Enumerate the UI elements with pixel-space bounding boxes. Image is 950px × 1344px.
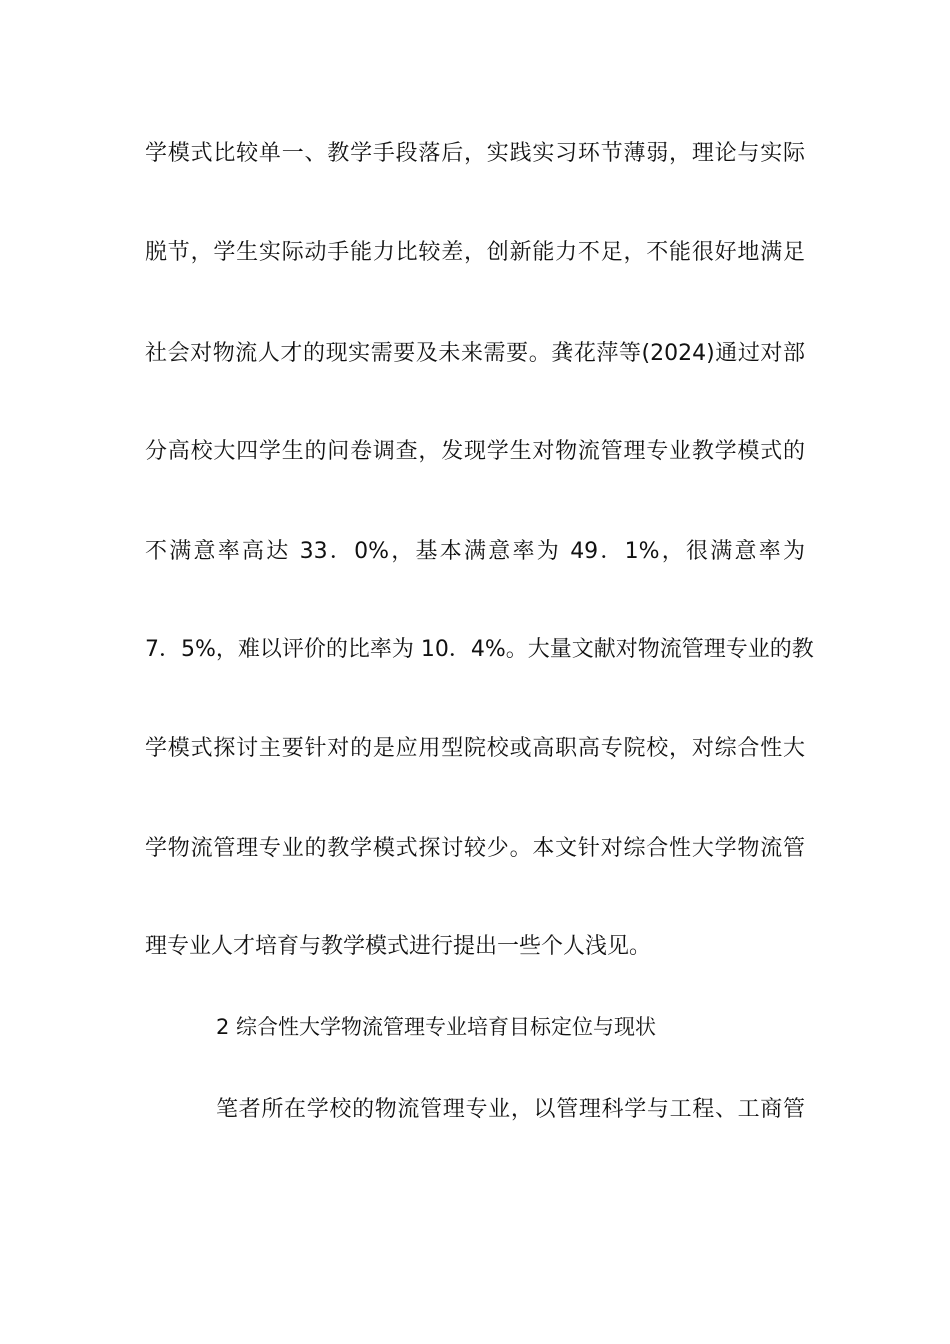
paragraph-line-7: 学模式探讨主要针对的是应用型院校或高职高专院校，对综合性大 bbox=[145, 736, 805, 761]
paragraph-line-1: 学模式比较单一、教学手段落后，实践实习环节薄弱，理论与实际 bbox=[145, 141, 805, 166]
paragraph-line-9: 理专业人才培育与教学模式进行提出一些个人浅见。 bbox=[145, 934, 652, 959]
paragraph-line-5: 不满意率高达 33．0%，基本满意率为 49．1%，很满意率为 bbox=[145, 539, 805, 564]
paragraph-line-2: 脱节，学生实际动手能力比较差，创新能力不足，不能很好地满足 bbox=[145, 240, 805, 265]
section-heading: 2 综合性大学物流管理专业培育目标定位与现状 bbox=[216, 1015, 657, 1039]
paragraph-line-6: 7．5%，难以评价的比率为 10．4%。大量文献对物流管理专业的教 bbox=[145, 637, 814, 662]
paragraph-line-3: 社会对物流人才的现实需要及未来需要。龚花萍等(2024)通过对部 bbox=[145, 341, 805, 366]
next-paragraph-line-1: 笔者所在学校的物流管理专业，以管理科学与工程、工商管 bbox=[216, 1097, 805, 1122]
paragraph-line-4: 分高校大四学生的问卷调查，发现学生对物流管理专业教学模式的 bbox=[145, 439, 805, 464]
paragraph-line-8: 学物流管理专业的教学模式探讨较少。本文针对综合性大学物流管 bbox=[145, 836, 805, 861]
